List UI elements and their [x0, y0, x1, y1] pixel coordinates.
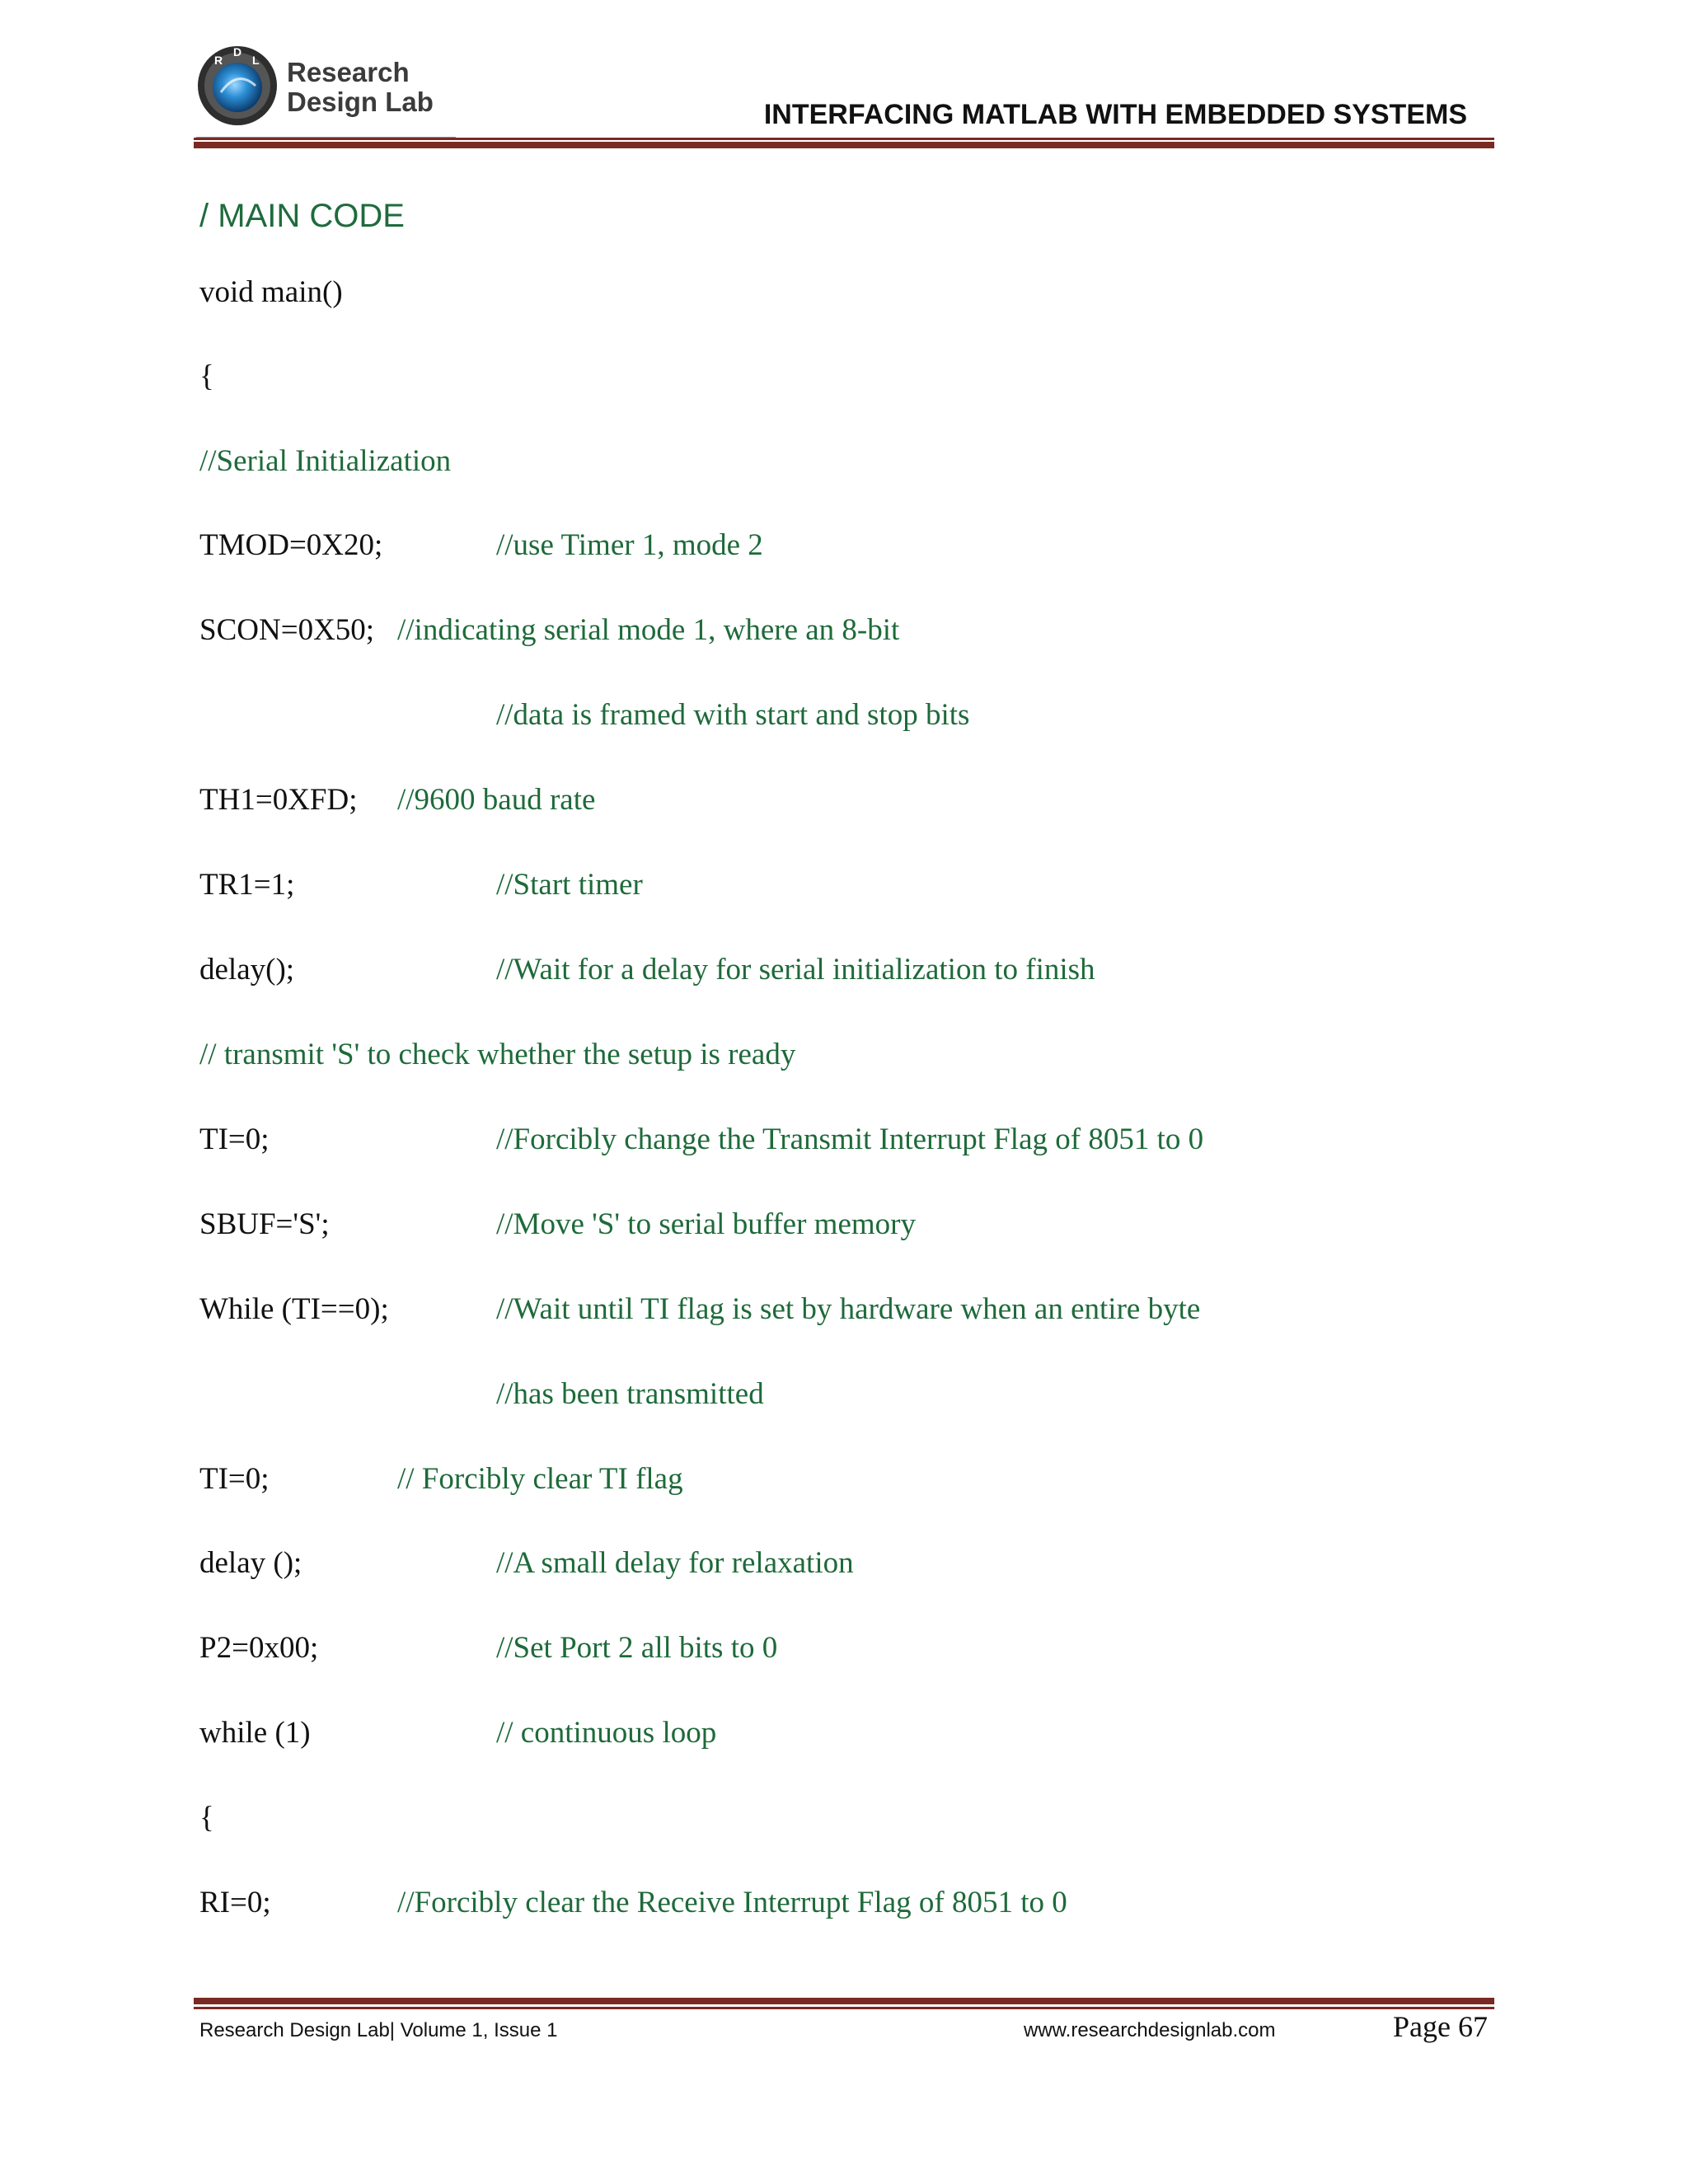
rdl-logo-icon	[196, 45, 279, 127]
logo-line-2: Design Lab	[287, 87, 434, 117]
code-text: SCON=0X50;	[199, 613, 375, 647]
code-text: {	[199, 1801, 214, 1835]
code-comment: //Start timer	[496, 868, 643, 902]
footer-website: www.researchdesignlab.com	[1024, 2019, 1276, 2041]
code-comment: //use Timer 1, mode 2	[496, 528, 763, 562]
code-text: While (TI==0);	[199, 1292, 389, 1326]
company-logo	[196, 43, 468, 132]
footer-publication: Research Design Lab| Volume 1, Issue 1	[199, 2019, 558, 2041]
logo-line-1: Research	[287, 57, 410, 87]
code-comment: //Move 'S' to serial buffer memory	[496, 1207, 916, 1241]
code-comment: //Serial Initialization	[199, 444, 452, 478]
code-comment: //Set Port 2 all bits to 0	[496, 1631, 778, 1665]
footer-rule	[194, 1998, 1494, 2009]
page-number: Page 67	[1393, 2010, 1488, 2043]
code-comment: //A small delay for relaxation	[496, 1546, 854, 1580]
code-text: TMOD=0X20;	[199, 528, 383, 562]
code-text: delay ();	[199, 1546, 302, 1580]
logo-badge-l: L	[252, 54, 260, 67]
document-title: INTERFACING MATLAB WITH EMBEDDED SYSTEMS	[763, 99, 1467, 130]
code-text: TI=0;	[199, 1122, 270, 1156]
code-comment: //has been transmitted	[496, 1377, 764, 1411]
logo-badge-r: R	[214, 54, 223, 67]
code-comment: //Wait until TI flag is set by hardware when an entire byte	[496, 1292, 1201, 1326]
code-comment: //data is framed with start and stop bits	[496, 698, 970, 732]
code-comment: // continuous loop	[496, 1716, 717, 1750]
logo-badge-d: D	[233, 45, 242, 59]
code-comment: //Forcibly clear the Receive Interrupt Flag of 8051 to 0	[397, 1886, 1067, 1919]
code-text: {	[199, 359, 214, 393]
code-text: TR1=1;	[199, 868, 295, 902]
section-heading: / MAIN CODE	[199, 198, 405, 234]
code-text: P2=0x00;	[199, 1631, 319, 1665]
code-comment: // transmit 'S' to check whether the setup is ready	[199, 1038, 796, 1071]
code-text: TH1=0XFD;	[199, 783, 358, 817]
code-comment: //Wait for a delay for serial initialization to finish	[496, 953, 1095, 987]
code-text: SBUF='S';	[199, 1207, 330, 1241]
code-text: void main()	[199, 275, 343, 309]
code-comment: //Forcibly change the Transmit Interrupt Flag of 8051 to 0	[496, 1122, 1204, 1156]
code-text: TI=0;	[199, 1462, 270, 1496]
code-text: RI=0;	[199, 1886, 271, 1919]
code-comment: //indicating serial mode 1, where an 8-bit	[397, 613, 900, 647]
code-text: delay();	[199, 953, 295, 987]
code-comment: // Forcibly clear TI flag	[397, 1462, 683, 1496]
code-text: while (1)	[199, 1716, 311, 1750]
code-comment: //9600 baud rate	[397, 783, 596, 817]
logo-text	[287, 58, 434, 117]
header-rule	[194, 138, 1494, 148]
